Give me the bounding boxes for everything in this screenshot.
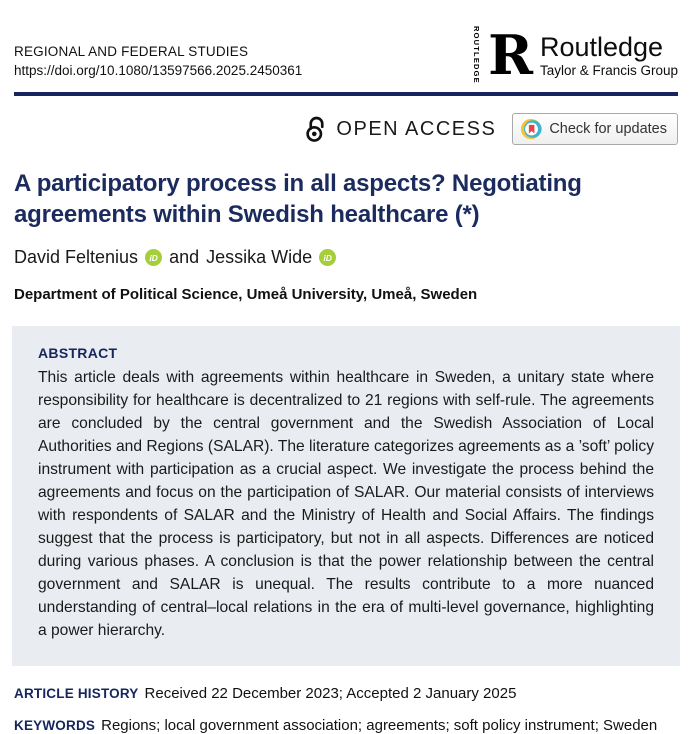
check-for-updates-label: Check for updates: [549, 121, 667, 137]
access-bar: [14, 112, 678, 146]
open-access-group: [305, 116, 496, 143]
page-header: [14, 23, 678, 87]
keywords-value: Regions; local government association; agreements; soft policy instrument; Sweden: [101, 717, 658, 734]
crossmark-icon: [520, 118, 542, 140]
article-history-label: ARTICLE HISTORY: [14, 686, 139, 701]
publisher-wordmark: [540, 32, 678, 78]
abstract-box: [12, 326, 680, 666]
doi-link[interactable]: https://doi.org/10.1080/13597566.2025.2450361: [14, 63, 303, 78]
open-access-label: OPEN ACCESS: [336, 117, 497, 140]
publisher-tagline: Taylor & Francis Group: [539, 63, 678, 78]
author-name: Jessika Wide: [206, 247, 313, 267]
abstract-text: This article deals with agreements within healthcare in Sweden, a unitary state where responsibility for healthcare is decentralized to 21 regions with self-rule. The agreements are concluded by the central government and the Swedish Association of Local Authorities and Regions (SALAR). The literature categorizes agreements as a ’soft’ policy instrument with participation as a crucial aspect. We investigate the process behind the agreements and focus on the participation of SALAR. Our material consists of interviews with respondents of SALAR and the Ministry of Health and Social Affairs. The findings suggest that the process is participatory, but not in all aspects. Differences are noticed during various phases. A conclusion is that the power relationship between the central government and SALAR is unequal. The results contribute to a more nuanced understanding of central–local relations in the era of multi-level governance, highlighting a power hierarchy.: [38, 369, 654, 639]
open-access-lock-icon: [305, 116, 328, 143]
author-separator: and: [169, 247, 200, 267]
author-line: [14, 247, 678, 268]
journal-name: REGIONAL AND FEDERAL STUDIES: [14, 44, 249, 59]
article-history-row: [14, 685, 678, 702]
check-for-updates-button[interactable]: [512, 113, 678, 145]
article-title: A participatory process in all aspects? Negotiating agreements within Swedish healthcare (*): [14, 170, 582, 228]
abstract-heading: ABSTRACT: [38, 345, 118, 361]
keywords-row: [14, 717, 678, 734]
journal-info: [14, 24, 302, 80]
routledge-vertical-text: ROUTLEDGE: [472, 26, 482, 84]
publisher-logo: [472, 23, 678, 87]
keywords-label: KEYWORDS: [14, 718, 96, 733]
author-affiliation: Department of Political Science, Umeå University, Umeå, Sweden: [14, 286, 478, 303]
orcid-icon[interactable]: iD: [145, 249, 162, 266]
publisher-name: Routledge: [539, 32, 664, 62]
author-name: David Feltenius: [14, 247, 139, 267]
article-history-value: Received 22 December 2023; Accepted 2 January 2025: [144, 685, 517, 702]
header-divider: [14, 92, 678, 96]
orcid-icon[interactable]: iD: [319, 249, 336, 266]
routledge-r-mark-icon: R: [488, 23, 533, 87]
